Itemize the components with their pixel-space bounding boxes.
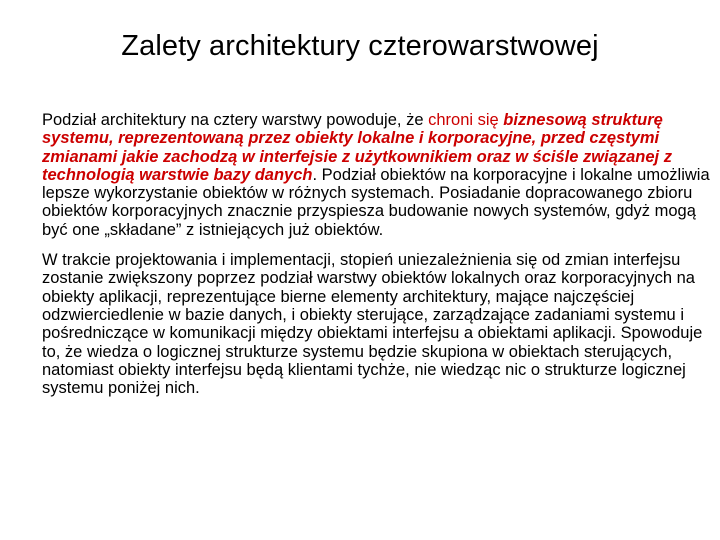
paragraph-1 bbox=[42, 111, 712, 239]
slide-title: Zalety architektury czterowarstwowej bbox=[121, 30, 599, 62]
paragraph-2: W trakcie projektowania i implementacji, stopień uniezależnienia się od zmian interfejsu zostanie zwiększony poprzez podział warstwy obiektów lokalnych oraz korporacyjnych na obiekty aplikacji, reprezentujące bierne elementy architektury, mające najczęściej odzwierciedlenie w bazie danych, i obiekty sterujące, zarządzające zadaniami systemu i pośredniczące w komunikacji między obiektami interfejsu a obiektami aplikacji. Spowoduje to, że wiedza o logicznej strukturze systemu będzie skupiona w obiektach sterujących, natomiast obiekty interfejsu będą klientami tychże, nie wiedząc nic o strukturze logicznej systemu poniżej nich. bbox=[42, 251, 703, 398]
paragraph-1-intro: Podział architektury na cztery warstwy powoduje, że bbox=[42, 111, 429, 129]
paragraph-1-highlight: biznesową strukturę systemu, reprezentowaną przez obiekty lokalne i korporacyjne, przed częstymi zmianami jakie zachodzą w interfejsie z użytkownikiem oraz w ściśle związanej z technologią warstwie bazy danych bbox=[42, 111, 672, 184]
paragraph-1-rest: . Podział obiektów na korporacyjne i lokalne umożliwia lepsze wykorzystanie obiektów w różnych systemach. Posiadanie dopracowanego zbioru obiektów korporacyjnych znacznie przyspiesza budowanie nowych systemów, gdyż mogą być one „składane” z istniejących już obiektów. bbox=[42, 165, 710, 239]
paragraph-1-highlight-start: chroni się bbox=[428, 111, 499, 129]
slide-body bbox=[42, 111, 712, 397]
